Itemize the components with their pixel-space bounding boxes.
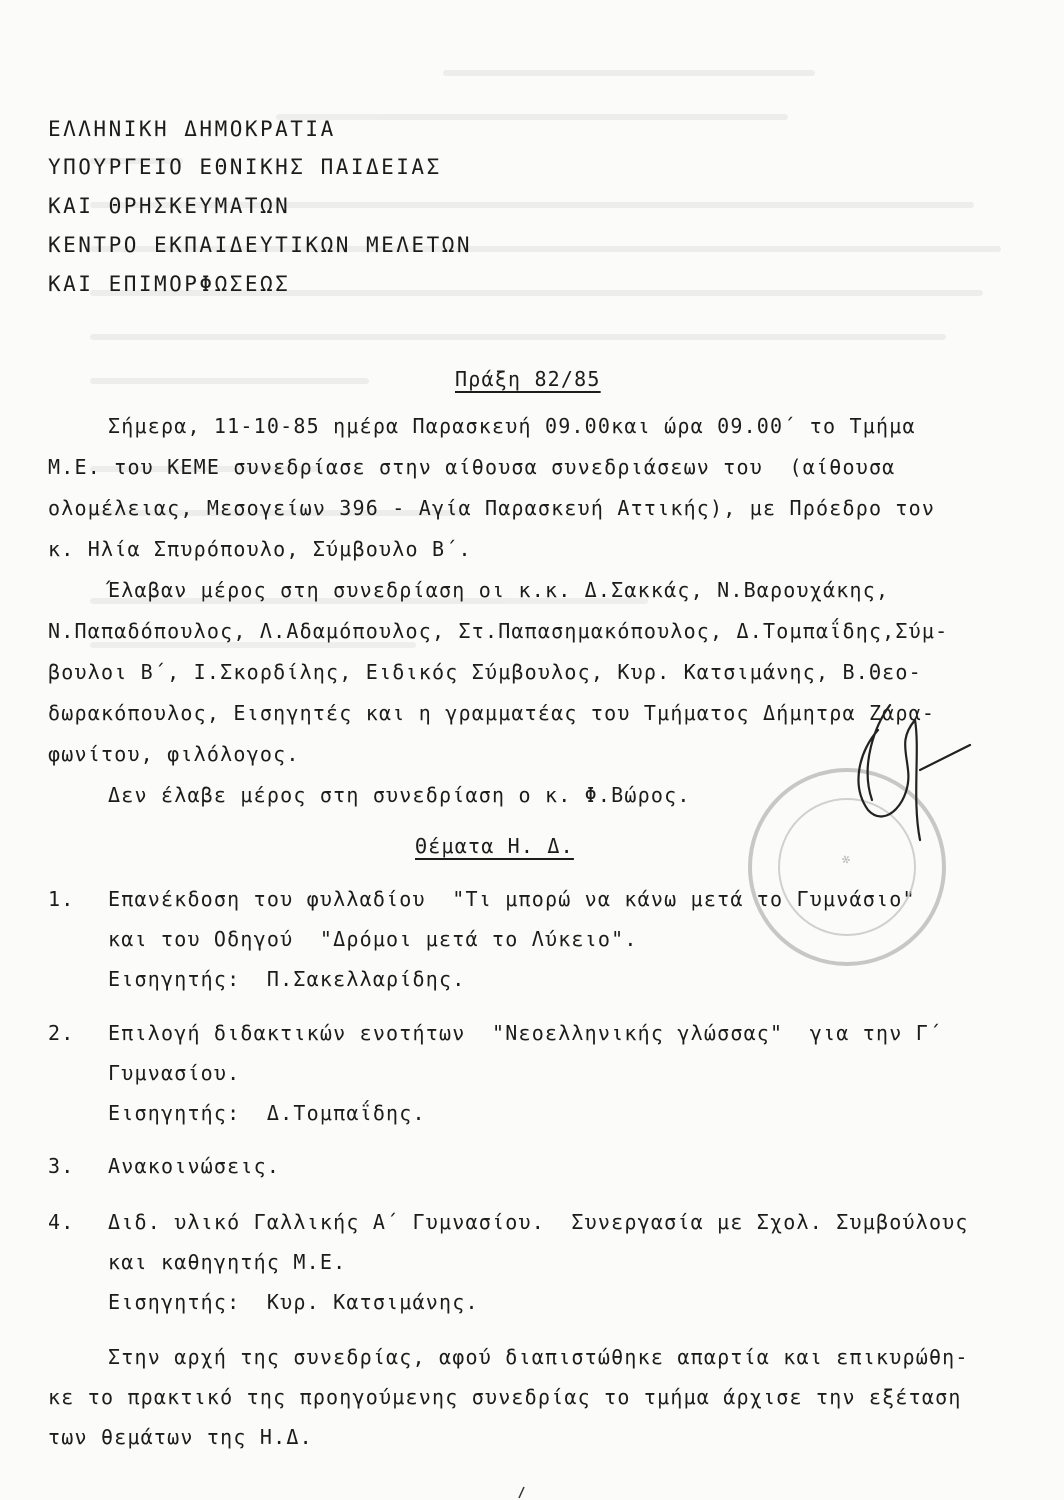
- agenda-item-2-line-1: Επιλογή διδακτικών ενοτήτων "Νεοελληνικής γλώσσας" για την Γ΄: [108, 1021, 943, 1045]
- agenda-number-1: 1.: [48, 887, 75, 911]
- intro-line-3: ολομέλειας, Μεσογείων 396 - Αγία Παρασκευή Αττικής), με Πρόεδρο τον: [48, 496, 936, 520]
- attendance-line-1: Έλαβαν μέρος στη συνεδρίαση οι κ.κ. Δ.Σακκάς, Ν.Βαρουχάκης,: [108, 578, 890, 602]
- intro-line-2: Μ.Ε. του ΚΕΜΕ συνεδρίασε στην αίθουσα συνεδριάσεων του (αίθουσα: [48, 455, 896, 479]
- document-title: Πράξη 82/85: [455, 367, 601, 391]
- header-line-2: ΥΠΟΥΡΓΕΙΟ ΕΘΝΙΚΗΣ ΠΑΙΔΕΙΑΣ: [48, 155, 442, 179]
- agenda-item-1-rapporteur: Εισηγητής: Π.Σακελλαρίδης.: [108, 967, 466, 991]
- agenda-number-2: 2.: [48, 1021, 75, 1045]
- agenda-number-4: 4.: [48, 1210, 75, 1234]
- agenda-item-4-rapporteur: Εισηγητής: Κυρ. Κατσιμάνης.: [108, 1290, 479, 1314]
- agenda-item-4-line-2: και καθηγητής Μ.Ε.: [108, 1250, 347, 1274]
- closing-line-3: των θεμάτων της Η.Δ.: [48, 1425, 313, 1449]
- intro-line-1: Σήμερα, 11-10-85 ημέρα Παρασκευή 09.00και ώρα 09.00΄ το Τμήμα: [108, 414, 916, 438]
- agenda-item-2-line-2: Γυμνασίου.: [108, 1061, 241, 1085]
- handwritten-signature: [820, 690, 990, 850]
- agenda-item-3-line-1: Ανακοινώσεις.: [108, 1154, 281, 1178]
- header-line-4: ΚΕΝΤΡΟ ΕΚΠΑΙΔΕΥΤΙΚΩΝ ΜΕΛΕΤΩΝ: [48, 233, 473, 257]
- attendance-line-4: δωρακόπουλος, Εισηγητές και η γραμματέας του Τμήματος Δήμητρα Ζαρα-: [48, 701, 936, 725]
- stamp-emblem: ✻: [839, 850, 855, 869]
- agenda-number-3: 3.: [48, 1154, 75, 1178]
- header-line-3: ΚΑΙ ΘΡΗΣΚΕΥΜΑΤΩΝ: [48, 194, 291, 218]
- closing-line-2: κε το πρακτικό της προηγούμενης συνεδρίας το τμήμα άρχισε την εξέταση: [48, 1385, 962, 1409]
- agenda-item-4-line-1: Διδ. υλικό Γαλλικής Α΄ Γυμνασίου. Συνεργασία με Σχολ. Συμβούλους: [108, 1210, 969, 1234]
- closing-line-1: Στην αρχή της συνεδρίας, αφού διαπιστώθηκε απαρτία και επικυρώθη-: [108, 1345, 969, 1369]
- pen-mark: [515, 1485, 529, 1499]
- intro-line-4: κ. Ηλία Σπυρόπουλο, Σύμβουλο Β΄.: [48, 537, 472, 561]
- attendance-line-2: Ν.Παπαδόπουλος, Λ.Αδαμόπουλος, Στ.Παπασημακόπουλος, Δ.Τομπαΐδης,Σύμ-: [48, 619, 949, 643]
- attendance-line-3: βουλοι Β΄, Ι.Σκορδίλης, Ειδικός Σύμβουλος, Κυρ. Κατσιμάνης, Β.Θεο-: [48, 660, 922, 684]
- agenda-item-2-rapporteur: Εισηγητής: Δ.Τομπαΐδης.: [108, 1101, 426, 1125]
- attendance-line-5: φωνίτου, φιλόλογος.: [48, 742, 300, 766]
- header-line-5: ΚΑΙ ΕΠΙΜΟΡΦΩΣΕΩΣ: [48, 272, 291, 296]
- header-line-1: ΕΛΛΗΝΙΚΗ ΔΗΜΟΚΡΑΤΙΑ: [48, 117, 336, 141]
- agenda-title: Θέματα Η. Δ.: [415, 834, 574, 858]
- absent-line: Δεν έλαβε μέρος στη συνεδρίαση ο κ. Φ.Βώρος.: [108, 783, 691, 807]
- agenda-item-1-line-1: Επανέκδοση του φυλλαδίου "Τι μπορώ να κάνω μετά το Γυμνάσιο": [108, 887, 916, 911]
- agenda-item-1-line-2: και του Οδηγού "Δρόμοι μετά το Λύκειο".: [108, 927, 638, 951]
